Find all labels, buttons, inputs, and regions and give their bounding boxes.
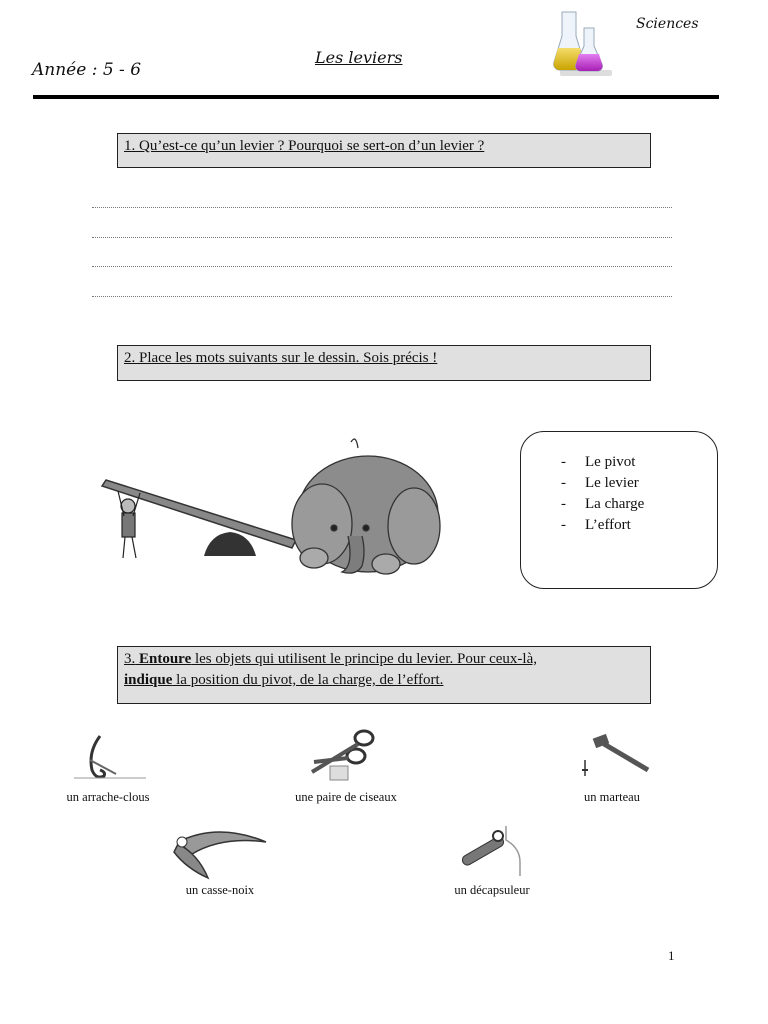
question-1-box [117, 133, 651, 168]
word-label: La charge [585, 496, 645, 512]
nail-puller-icon[interactable] [70, 730, 150, 786]
school-year: Année : 5 - 6 [32, 60, 142, 80]
word-label: Le levier [585, 475, 639, 491]
word-list-box [520, 431, 718, 589]
word-label: Le pivot [585, 454, 636, 470]
subject-label: Sciences [636, 16, 699, 32]
hammer-icon[interactable] [574, 730, 658, 786]
word-item: - La charge [561, 496, 645, 512]
elephant-figure [292, 439, 440, 574]
question-3-line-2: indique la position du pivot, de la charge, de l’effort. [124, 672, 444, 688]
lever-elephant-illustration [96, 436, 446, 582]
answer-line[interactable] [92, 236, 672, 238]
object-label: un arrache-clous [66, 790, 150, 804]
page-number: 1 [668, 948, 675, 963]
rock-pivot-shape [204, 532, 256, 556]
header-rule [33, 95, 719, 99]
question-2-box [117, 345, 651, 381]
object-label: un décapsuleur [454, 883, 530, 897]
object-label: une paire de ciseaux [295, 790, 397, 804]
word-item: - L’effort [561, 517, 631, 533]
nutcracker-icon[interactable] [164, 824, 270, 882]
object-label: un casse-noix [185, 883, 255, 897]
question-3-line-1: 3. Entoure les objets qui utilisent le principe du levier. Pour ceux-là, [124, 651, 537, 667]
flask-icon [548, 8, 618, 84]
man-figure [118, 491, 140, 558]
question-3-box [117, 646, 651, 704]
scissors-icon[interactable] [300, 726, 384, 786]
word-label: L’effort [585, 517, 631, 533]
question-1-text: 1. Qu’est-ce qu’un levier ? Pourquoi se sert-on d’un levier ? [124, 138, 485, 154]
word-item: - Le pivot [561, 454, 636, 470]
answer-line[interactable] [92, 265, 672, 267]
bottle-opener-icon[interactable] [450, 822, 534, 878]
word-item: - Le levier [561, 475, 639, 491]
object-label: un marteau [584, 790, 640, 804]
question-2-text: 2. Place les mots suivants sur le dessin. Sois précis ! [124, 350, 438, 366]
answer-line[interactable] [92, 295, 672, 297]
page-title: Les leviers [315, 48, 403, 67]
answer-line[interactable] [92, 206, 672, 208]
